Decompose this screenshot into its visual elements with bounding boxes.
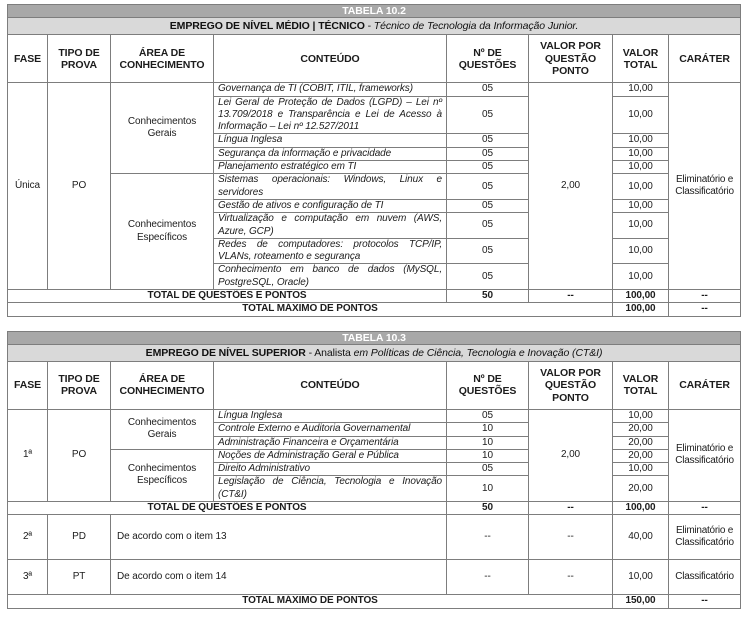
total-questoes-row [8, 502, 741, 515]
questoes-cell: -- [447, 560, 529, 595]
questoes-cell: 05 [447, 161, 529, 174]
valor-total-cell: 10,00 [613, 161, 669, 174]
conteudo-cell: De acordo com o item 14 [111, 560, 447, 595]
area-gerais-cell: Conhecimentos Gerais [111, 83, 214, 174]
total-maximo-carater: -- [669, 303, 741, 316]
table-gap [7, 317, 740, 331]
valor-questao-cell: 2,00 [529, 83, 613, 290]
total-maximo-value: 150,00 [613, 595, 669, 608]
valor-total-cell: 10,00 [613, 213, 669, 239]
valor-total-cell: 40,00 [613, 515, 669, 560]
col-tipo-prova: TIPO DE PROVA [48, 35, 111, 83]
total-questoes-value: 50 [447, 290, 529, 303]
conteudo-cell: Segurança da informação e privacidade [214, 147, 447, 160]
tipo-prova-cell: PO [48, 409, 111, 501]
valor-questao-cell: 2,00 [529, 409, 613, 501]
questoes-cell: 10 [447, 449, 529, 462]
table-subtitle [8, 344, 741, 361]
questoes-cell: 10 [447, 436, 529, 449]
valor-total-cell: 10,00 [613, 96, 669, 134]
col-conteudo: CONTEÚDO [214, 361, 447, 409]
total-maximo-row [8, 303, 741, 316]
conteudo-cell: Controle Externo e Auditoria Governamental [214, 423, 447, 436]
col-carater: CARÁTER [669, 361, 741, 409]
valor-total-cell: 10,00 [613, 409, 669, 422]
valor-total-cell: 10,00 [613, 134, 669, 147]
table-row [8, 83, 741, 96]
table-10-3 [7, 331, 741, 609]
area-gerais-cell: Conhecimentos Gerais [111, 409, 214, 449]
fase-cell: Única [8, 83, 48, 290]
subtitle-job-name: em Políticas de Ciência, Tecnologia e Inovação (CT&I) [353, 346, 603, 359]
questoes-cell: -- [447, 515, 529, 560]
conteudo-cell: Legislação de Ciência, Tecnologia e Inovação (CT&I) [214, 476, 447, 502]
valor-total-cell: 10,00 [613, 199, 669, 212]
valor-total-cell: 10,00 [613, 147, 669, 160]
subtitle-job-level: EMPREGO DE NÍVEL MÉDIO | TÉCNICO [169, 20, 365, 33]
conteudo-cell: Língua Inglesa [214, 134, 447, 147]
conteudo-cell: De acordo com o item 13 [111, 515, 447, 560]
total-carater: -- [669, 502, 741, 515]
fase-cell: 3ª [8, 560, 48, 595]
total-maximo-value: 100,00 [613, 303, 669, 316]
col-carater: CARÁTER [669, 35, 741, 83]
questoes-cell: 05 [447, 238, 529, 264]
subtitle-separator: - Analista [305, 346, 354, 359]
tipo-prova-cell: PO [48, 83, 111, 290]
table-row [8, 174, 741, 200]
valor-questao-cell: -- [529, 560, 613, 595]
questoes-cell: 05 [447, 134, 529, 147]
total-maximo-label: TOTAL MÁXIMO DE PONTOS [8, 595, 613, 608]
questoes-cell: 05 [447, 409, 529, 422]
questoes-cell: 10 [447, 423, 529, 436]
col-questoes: Nº DE QUESTÕES [447, 361, 529, 409]
tipo-prova-cell: PT [48, 560, 111, 595]
table-row [8, 449, 741, 462]
conteudo-cell: Direito Administrativo [214, 463, 447, 476]
fase2-row [8, 515, 741, 560]
questoes-cell: 05 [447, 199, 529, 212]
tipo-prova-cell: PD [48, 515, 111, 560]
col-area: ÁREA DE CONHECIMENTO [111, 35, 214, 83]
conteudo-cell: Redes de computadores: protocolos TCP/IP, VLANs, roteamento e segurança [214, 238, 447, 264]
questoes-cell: 05 [447, 174, 529, 200]
col-valor-questao: VALOR POR QUESTÃO PONTO [529, 361, 613, 409]
conteudo-cell: Gestão de ativos e configuração de TI [214, 199, 447, 212]
questoes-cell: 05 [447, 463, 529, 476]
col-valor-total: VALOR TOTAL [613, 35, 669, 83]
carater-cell: Eliminatório e Classificatório [669, 409, 741, 501]
col-fase: FASE [8, 361, 48, 409]
valor-total-cell: 10,00 [613, 174, 669, 200]
valor-total-cell: 20,00 [613, 449, 669, 462]
conteudo-cell: Virtualização e computação em nuvem (AWS, Azure, GCP) [214, 213, 447, 239]
questoes-cell: 05 [447, 147, 529, 160]
questoes-cell: 10 [447, 476, 529, 502]
conteudo-cell: Sistemas operacionais: Windows, Linux e servidores [214, 174, 447, 200]
valor-total-cell: 10,00 [613, 264, 669, 290]
total-questoes-value: 50 [447, 502, 529, 515]
valor-total-cell: 20,00 [613, 423, 669, 436]
valor-questao-cell: -- [529, 515, 613, 560]
total-maximo-row [8, 595, 741, 608]
col-fase: FASE [8, 35, 48, 83]
subtitle-separator: - [364, 20, 374, 33]
col-valor-questao: VALOR POR QUESTÃO PONTO [529, 35, 613, 83]
total-valor-total: 100,00 [613, 290, 669, 303]
valor-total-cell: 10,00 [613, 463, 669, 476]
total-carater: -- [669, 290, 741, 303]
valor-total-cell: 10,00 [613, 83, 669, 96]
table-subtitle [8, 18, 741, 35]
fase-cell: 1ª [8, 409, 48, 501]
carater-cell: Eliminatório e Classificatório [669, 83, 741, 290]
questoes-cell: 05 [447, 264, 529, 290]
area-especificos-cell: Conhecimentos Específicos [111, 449, 214, 501]
column-header-row [8, 361, 741, 409]
area-especificos-cell: Conhecimentos Específicos [111, 174, 214, 290]
table-10-2 [7, 4, 741, 317]
valor-total-cell: 20,00 [613, 476, 669, 502]
conteudo-cell: Noções de Administração Geral e Pública [214, 449, 447, 462]
questoes-cell: 05 [447, 83, 529, 96]
questoes-cell: 05 [447, 96, 529, 134]
carater-cell: Classificatório [669, 560, 741, 595]
table-row [8, 409, 741, 422]
conteudo-cell: Conhecimento em banco de dados (MySQL, PostgreSQL, Oracle) [214, 264, 447, 290]
total-questoes-label: TOTAL DE QUESTÕES E PONTOS [8, 502, 447, 515]
total-maximo-label: TOTAL MÁXIMO DE PONTOS [8, 303, 613, 316]
total-maximo-carater: -- [669, 595, 741, 608]
subtitle-job-level: EMPREGO DE NÍVEL SUPERIOR [145, 346, 306, 359]
column-header-row [8, 35, 741, 83]
col-conteudo: CONTEÚDO [214, 35, 447, 83]
questoes-cell: 05 [447, 213, 529, 239]
fase-cell: 2ª [8, 515, 48, 560]
total-valor-total: 100,00 [613, 502, 669, 515]
table-title: TABELA 10.2 [8, 5, 741, 18]
valor-total-cell: 20,00 [613, 436, 669, 449]
table-title: TABELA 10.3 [8, 331, 741, 344]
valor-total-cell: 10,00 [613, 238, 669, 264]
col-valor-total: VALOR TOTAL [613, 361, 669, 409]
col-questoes: Nº DE QUESTÕES [447, 35, 529, 83]
conteudo-cell: Governança de TI (COBIT, ITIL, frameworks) [214, 83, 447, 96]
conteudo-cell: Língua Inglesa [214, 409, 447, 422]
total-valor-questao: -- [529, 290, 613, 303]
col-tipo-prova: TIPO DE PROVA [48, 361, 111, 409]
conteudo-cell: Planejamento estratégico em TI [214, 161, 447, 174]
valor-total-cell: 10,00 [613, 560, 669, 595]
conteudo-cell: Lei Geral de Proteção de Dados (LGPD) – Lei nº 13.709/2018 e Transparência e Lei de Acesso à Informação – Lei nº 12.527/2011 [214, 96, 447, 134]
carater-cell: Eliminatório e Classificatório [669, 515, 741, 560]
subtitle-job-name: Técnico de Tecnologia da Informação Junior. [373, 20, 579, 33]
conteudo-cell: Administração Financeira e Orçamentária [214, 436, 447, 449]
total-questoes-row [8, 290, 741, 303]
fase3-row [8, 560, 741, 595]
total-questoes-label: TOTAL DE QUESTÕES E PONTOS [8, 290, 447, 303]
col-area: ÁREA DE CONHECIMENTO [111, 361, 214, 409]
total-valor-questao: -- [529, 502, 613, 515]
